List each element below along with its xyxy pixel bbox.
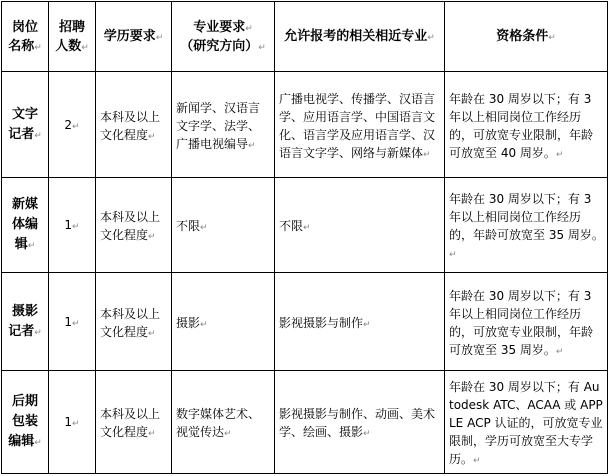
education-value: 本科及以上文化程度 bbox=[100, 210, 161, 242]
paragraph-mark: ↵ bbox=[81, 42, 89, 53]
header-major-line1: 专业要求 bbox=[193, 19, 246, 35]
count-cell bbox=[49, 371, 96, 474]
qualification-cell bbox=[445, 371, 608, 474]
paragraph-mark: ↵ bbox=[200, 319, 208, 330]
position-line1: 摄影 bbox=[11, 303, 38, 319]
paragraph-mark: ↵ bbox=[363, 319, 371, 330]
paragraph-mark: ↵ bbox=[34, 42, 42, 53]
paragraph-mark: ↵ bbox=[72, 419, 80, 429]
paragraph-mark: ↵ bbox=[473, 456, 481, 466]
header-count-line2: 人数 bbox=[55, 38, 82, 54]
position-line2: 体编 bbox=[11, 217, 38, 232]
major-value: 不限 bbox=[176, 219, 201, 233]
paragraph-mark: ↵ bbox=[200, 223, 208, 233]
position-line1: 后期 bbox=[11, 394, 38, 409]
qualification-cell bbox=[445, 72, 608, 178]
paragraph-mark: ↵ bbox=[27, 241, 36, 251]
paragraph-mark: ↵ bbox=[555, 346, 564, 357]
major-cell bbox=[172, 72, 275, 178]
count-value: 1 bbox=[64, 314, 73, 329]
document-page bbox=[1, 1, 608, 474]
education-cell bbox=[96, 72, 172, 178]
paragraph-mark: ↵ bbox=[245, 23, 253, 34]
paragraph-mark: ↵ bbox=[148, 328, 156, 339]
major-cell bbox=[172, 371, 275, 474]
table-row bbox=[2, 273, 608, 371]
position-line2: 记者 bbox=[8, 323, 35, 339]
paragraph-mark: ↵ bbox=[148, 131, 156, 142]
position-cell bbox=[2, 371, 49, 474]
related-cell bbox=[275, 178, 445, 273]
position-cell bbox=[2, 72, 49, 178]
header-position-line1: 岗位 bbox=[11, 19, 38, 35]
education-value: 本科及以上文化程度 bbox=[100, 407, 161, 439]
table-row bbox=[2, 72, 608, 178]
education-cell bbox=[96, 371, 172, 474]
paragraph-mark: ↵ bbox=[34, 327, 42, 338]
header-related-text: 允许报考的相关相近专业 bbox=[284, 29, 428, 44]
position-line3: 编辑 bbox=[8, 434, 35, 449]
paragraph-mark: ↵ bbox=[548, 33, 556, 43]
paragraph-mark: ↵ bbox=[555, 149, 564, 160]
education-cell bbox=[96, 273, 172, 371]
major-cell bbox=[172, 178, 275, 273]
position-line1: 文字 bbox=[11, 106, 38, 122]
paragraph-mark: ↵ bbox=[427, 33, 435, 43]
header-major bbox=[172, 2, 275, 72]
education-value: 本科及以上文化程度 bbox=[100, 109, 161, 142]
position-line3: 辑 bbox=[14, 237, 28, 252]
header-position-line2: 名称 bbox=[8, 38, 35, 54]
table-row bbox=[2, 371, 608, 474]
qualification-value: 年龄在 30 周岁以下；有 3 年以上相同岗位工作经历的，可放宽专业限制，年龄可放宽至 40 周岁。 bbox=[449, 91, 594, 160]
header-related bbox=[275, 2, 445, 72]
position-line1: 新媒 bbox=[11, 197, 38, 212]
position-cell bbox=[2, 178, 49, 273]
related-cell bbox=[275, 273, 445, 371]
count-cell bbox=[49, 273, 96, 371]
count-cell bbox=[49, 72, 96, 178]
header-qualification-text: 资格条件 bbox=[496, 29, 549, 44]
paragraph-mark: ↵ bbox=[423, 149, 431, 160]
position-cell bbox=[2, 273, 49, 371]
header-position bbox=[2, 2, 49, 72]
count-value: 1 bbox=[64, 218, 73, 232]
paragraph-mark: ↵ bbox=[72, 121, 80, 132]
position-line2: 记者 bbox=[8, 126, 35, 142]
count-cell bbox=[49, 178, 96, 273]
paragraph-mark: ↵ bbox=[303, 223, 311, 233]
paragraph-mark: ↵ bbox=[72, 222, 80, 232]
paragraph-mark: ↵ bbox=[224, 429, 232, 439]
header-major-line2: （研究方向） bbox=[180, 38, 259, 54]
header-count-line1: 招聘 bbox=[58, 19, 85, 35]
major-cell bbox=[172, 273, 275, 371]
related-value: 影视摄影与制作、动画、美术学、绘画、摄影 bbox=[279, 407, 436, 439]
qualification-value: 年龄在 30 周岁以下；有 3 年以上相同岗位工作经历的，年龄可放宽至 35 周岁。 bbox=[449, 192, 604, 242]
related-value: 不限 bbox=[279, 219, 304, 233]
position-line2: 包装 bbox=[11, 414, 38, 429]
header-count bbox=[49, 2, 96, 72]
paragraph-mark: ↵ bbox=[72, 318, 80, 329]
qualification-value: 年龄在 30 周岁以下；有 Autodesk ATC、ACAA 或 APPLE ACP 认证的，可放宽专业限制，学历可放宽至大专学历。 bbox=[449, 380, 603, 466]
paragraph-mark: ↵ bbox=[148, 429, 156, 439]
education-cell bbox=[96, 178, 172, 273]
paragraph-mark: ↵ bbox=[449, 250, 457, 260]
education-value: 本科及以上文化程度 bbox=[100, 306, 161, 339]
header-education bbox=[96, 2, 172, 72]
qualification-cell bbox=[445, 178, 608, 273]
header-education-text: 学历要求 bbox=[103, 29, 156, 44]
related-value: 广播电视学、传播学、汉语言学、应用语言学、中国语言文化、语言学及应用语言学、汉语言文字学、网络与新媒体 bbox=[279, 91, 436, 160]
major-value: 数字媒体艺术、视觉传达 bbox=[176, 407, 261, 439]
paragraph-mark: ↵ bbox=[248, 140, 256, 151]
paragraph-mark: ↵ bbox=[34, 130, 42, 141]
paragraph-mark: ↵ bbox=[34, 438, 42, 448]
header-qualification bbox=[445, 2, 608, 72]
qualification-value: 年龄在 30 周岁以下；有 3 年以上相同岗位工作经历的，可放宽专业限制，年龄可放宽至 35 周岁。 bbox=[449, 288, 594, 357]
recruitment-table bbox=[1, 1, 608, 474]
paragraph-mark: ↵ bbox=[363, 429, 371, 439]
paragraph-mark: ↵ bbox=[155, 33, 164, 43]
paragraph-mark: ↵ bbox=[148, 232, 156, 242]
qualification-cell bbox=[445, 273, 608, 371]
related-value: 影视摄影与制作 bbox=[279, 315, 364, 330]
related-cell bbox=[275, 72, 445, 178]
related-cell bbox=[275, 371, 445, 474]
count-value: 2 bbox=[64, 117, 73, 132]
count-value: 1 bbox=[64, 415, 73, 429]
major-value: 摄影 bbox=[176, 315, 201, 330]
table-row bbox=[2, 178, 608, 273]
header-row bbox=[2, 2, 608, 72]
paragraph-mark: ↵ bbox=[258, 42, 266, 53]
major-value: 新闻学、汉语言文字学、法学、广播电视编导 bbox=[176, 100, 261, 151]
